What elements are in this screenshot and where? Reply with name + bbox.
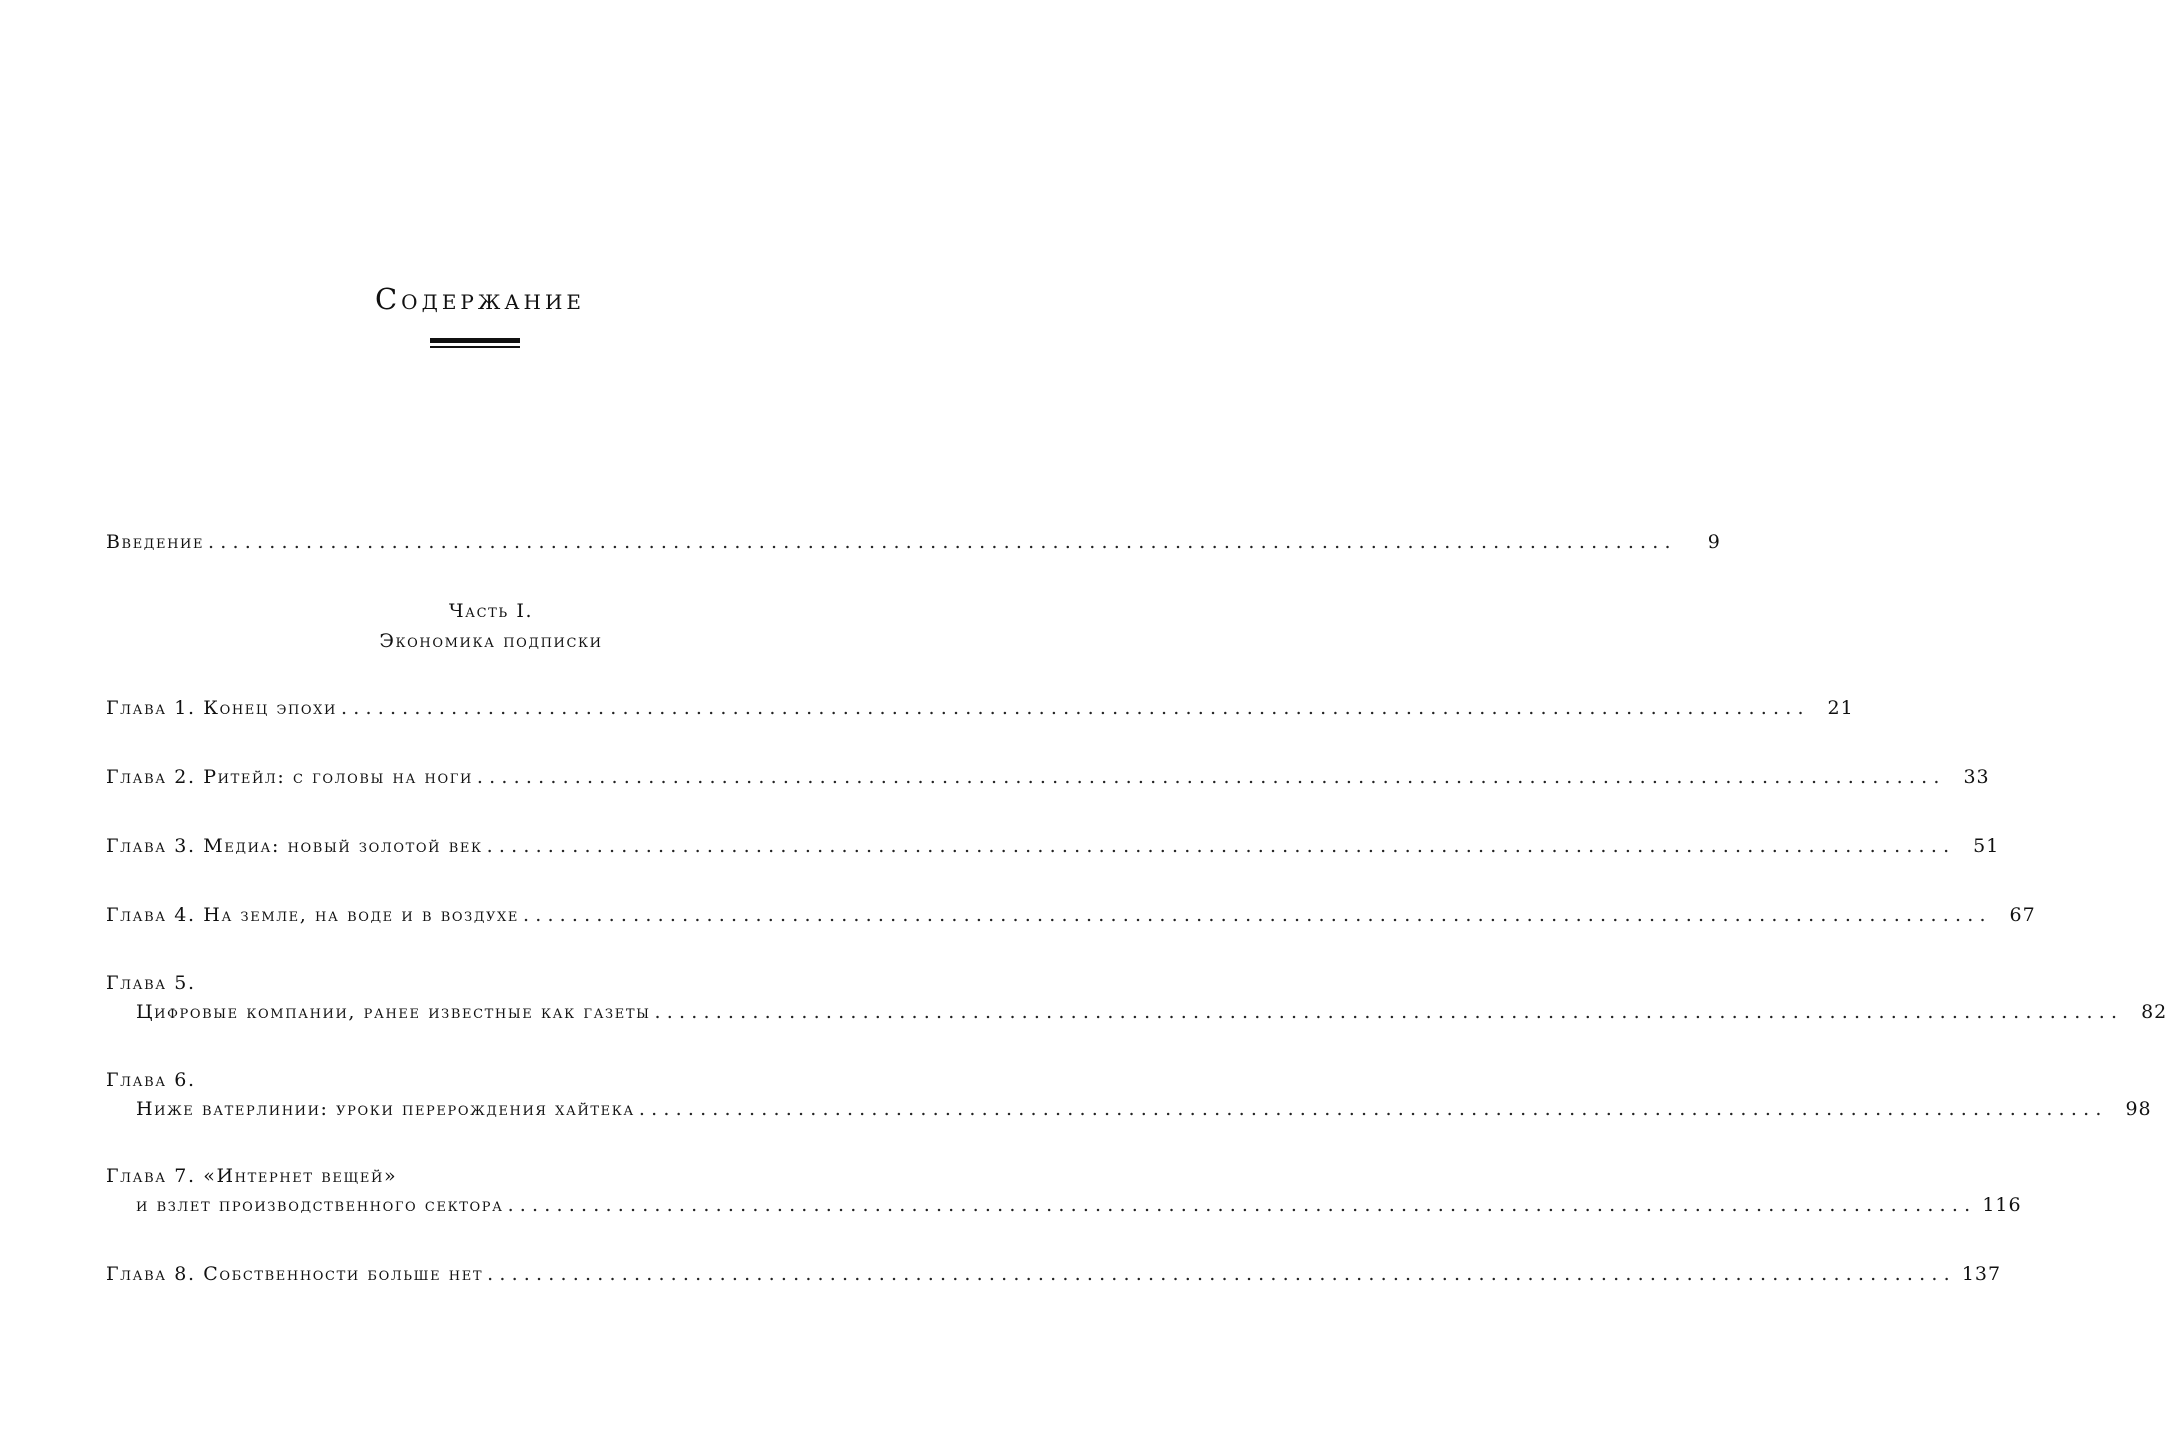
page-title: Содержание — [374, 282, 585, 316]
toc-entry-chapter-2[interactable] — [106, 763, 1990, 791]
dot-leader: ........................................................................................................................ — [208, 531, 1677, 553]
toc-entry-label: Глава 8. Собственности больше нет — [106, 1263, 484, 1285]
dot-leader: ........................................................................................................................ — [507, 1194, 1977, 1216]
toc-entry-title: Ниже ватерлинии: уроки перерождения хайтека — [136, 1098, 635, 1120]
dot-leader: ........................................................................................................................ — [340, 697, 1810, 719]
toc-page-number: 21 — [1827, 697, 1854, 719]
dot-leader: ........................................................................................................................ — [476, 766, 1946, 788]
toc-entry-chapter-3[interactable] — [106, 832, 2000, 860]
toc-entry-label: Глава 4. На земле, на воде и в воздухе — [106, 904, 519, 926]
dot-leader: ........................................................................................................................ — [487, 1263, 1956, 1285]
toc-entry-chapter-6-label[interactable]: Глава 6. — [106, 1069, 196, 1091]
toc-entry-chapter-5[interactable] — [106, 998, 2167, 1026]
part-heading — [106, 596, 876, 656]
toc-entry-label: Глава 3. Медиа: новый золотой век — [106, 835, 483, 857]
toc-page-number: 67 — [2009, 904, 2036, 926]
toc-page-number: 82 — [2141, 1001, 2167, 1023]
toc-entry-title: Цифровые компании, ранее известные как газеты — [136, 1001, 651, 1023]
toc-page-number: 137 — [1961, 1263, 2002, 1285]
toc-entry-label: Введение — [106, 531, 205, 553]
toc-page-number: 51 — [1973, 835, 2000, 857]
part-label: Часть I. — [448, 600, 534, 622]
toc-entry-label: Глава 2. Ритейл: с головы на ноги — [106, 766, 473, 788]
toc-page-number: 33 — [1963, 766, 1990, 788]
toc-entry-title: и взлет производственного сектора — [136, 1194, 504, 1216]
dot-leader: ........................................................................................................................ — [486, 835, 1956, 857]
toc-page-number: 116 — [1982, 1194, 2022, 1216]
toc-page-number: 9 — [1707, 531, 1721, 553]
toc-entry-chapter-6[interactable] — [106, 1095, 2152, 1123]
title-rule-thin — [430, 346, 520, 348]
dot-leader: ........................................................................................................................ — [638, 1098, 2108, 1120]
toc-entry-chapter-7-label[interactable]: Глава 7. «Интернет вещей» — [106, 1165, 398, 1187]
toc-page-number: 98 — [2125, 1098, 2152, 1120]
title-double-rule — [430, 338, 520, 348]
toc-entry-chapter-5-label[interactable]: Глава 5. — [106, 972, 196, 994]
toc-entry-chapter-4[interactable] — [106, 901, 2036, 929]
toc-entry-label: Глава 1. Конец эпохи — [106, 697, 337, 719]
toc-entry-chapter-1[interactable] — [106, 694, 1854, 722]
toc-entry-chapter-7[interactable] — [106, 1191, 2022, 1219]
toc-entry-intro[interactable] — [106, 528, 1721, 556]
dot-leader: ........................................................................................................................ — [522, 904, 1992, 926]
dot-leader: ........................................................................................................................ — [654, 1001, 2124, 1023]
part-subtitle: Экономика подписки — [379, 630, 603, 652]
toc-entry-chapter-8[interactable] — [106, 1260, 2002, 1288]
